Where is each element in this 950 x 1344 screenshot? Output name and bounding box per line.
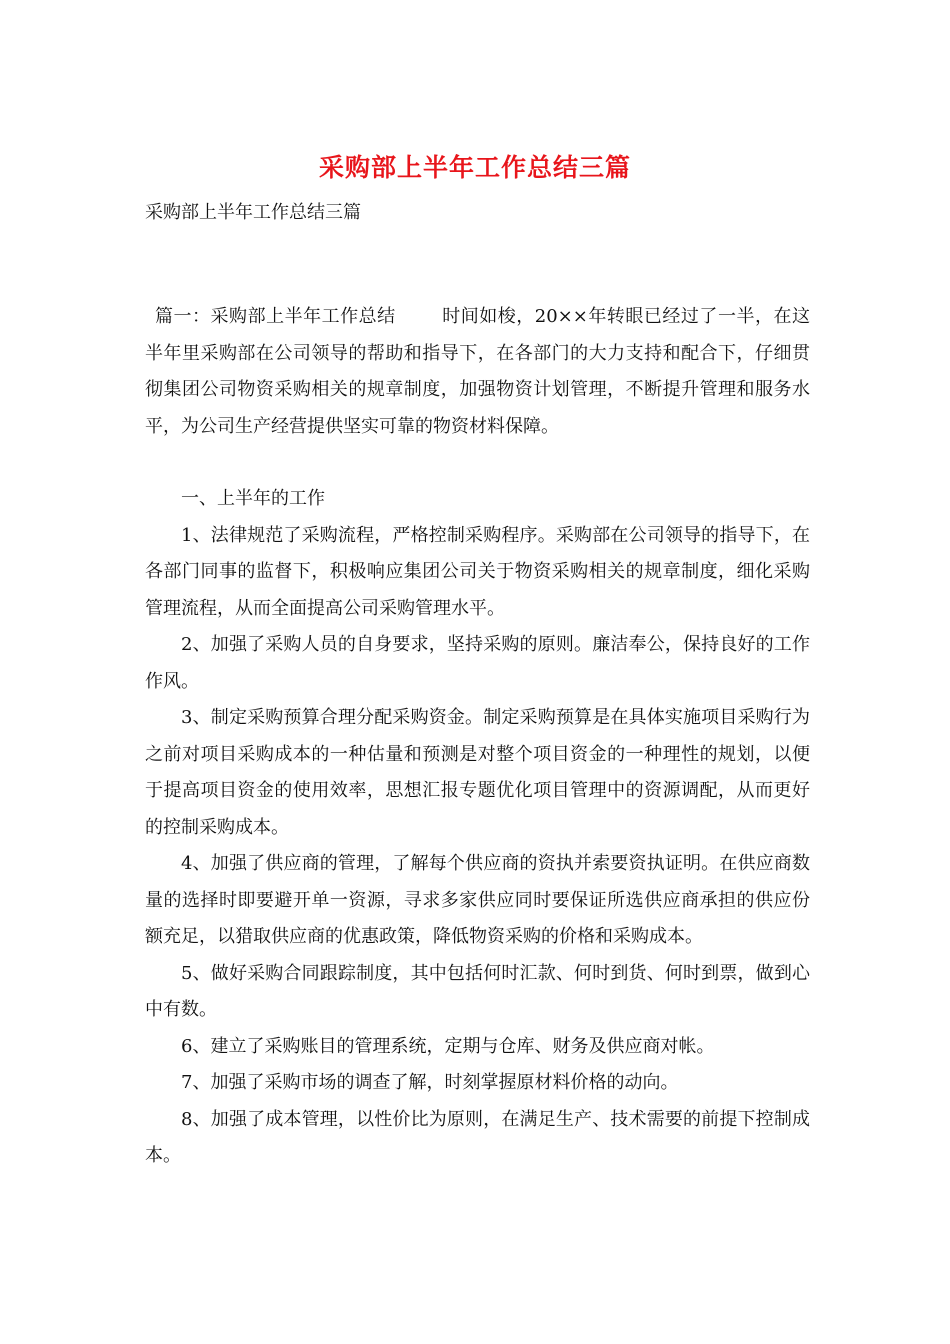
work-item-8: 8、加强了成本管理，以性价比为原则，在满足生产、技术需要的前提下控制成本。 [145,1108,810,1166]
work-item-4: 4、加强了供应商的管理，了解每个供应商的资执并索要资执证明。在供应商数量的选择时即要避开单一资源，寻求多家供应同时要保证所选供应商承担的供应份额充足，以猎取供应商的优惠政策，降低物资采购的价格和采购成本。 [145,853,810,947]
section-heading: 一、上半年的工作 [181,488,325,509]
work-item-2: 2、加强了采购人员的自身要求，坚持采购的原则。廉洁奉公，保持良好的工作作风。 [145,634,810,692]
intro-paragraph [145,299,810,445]
work-item-7: 7、加强了采购市场的调查了解，时刻掌握原材料价格的动向。 [181,1072,679,1093]
document-title: 采购部上半年工作总结三篇 [318,153,631,182]
work-item-6: 6、建立了采购账目的管理系统，定期与仓库、财务及供应商对帐。 [181,1035,715,1057]
section-work [145,481,810,1175]
document-subtitle: 采购部上半年工作总结三篇 [145,202,361,223]
work-item-1: 1、法律规范了采购流程，严格控制采购程序。采购部在公司领导的指导下，在各部门同事的监督下，积极响应集团公司关于物资采购相关的规章制度，细化采购管理流程，从而全面提高公司采购管理水平。 [145,524,810,619]
intro-text: 时间如梭，20××年转眼已经过了一半，在这半年里采购部在公司领导的帮助和指导下，在各部门的大力支持和配合下，仔细贯彻集团公司物资采购相关的规章制度，加强物资计划管理，不断提升管理和服务水平，为公司生产经营提供坚实可靠的物资材料保障。 [145,306,810,437]
work-item-5: 5、做好采购合同跟踪制度，其中包括何时汇款、何时到货、何时到票，做到心中有数。 [145,962,810,1020]
intro-lead: 篇一：采购部上半年工作总结 [155,306,396,327]
work-item-3: 3、制定采购预算合理分配采购资金。制定采购预算是在具体实施项目采购行为之前对项目采购成本的一种估量和预测是对整个项目资金的一种理性的规划，以便于提高项目资金的使用效率，思想汇报专题优化项目管理中的资源调配，从而更好的控制采购成本。 [145,707,810,838]
